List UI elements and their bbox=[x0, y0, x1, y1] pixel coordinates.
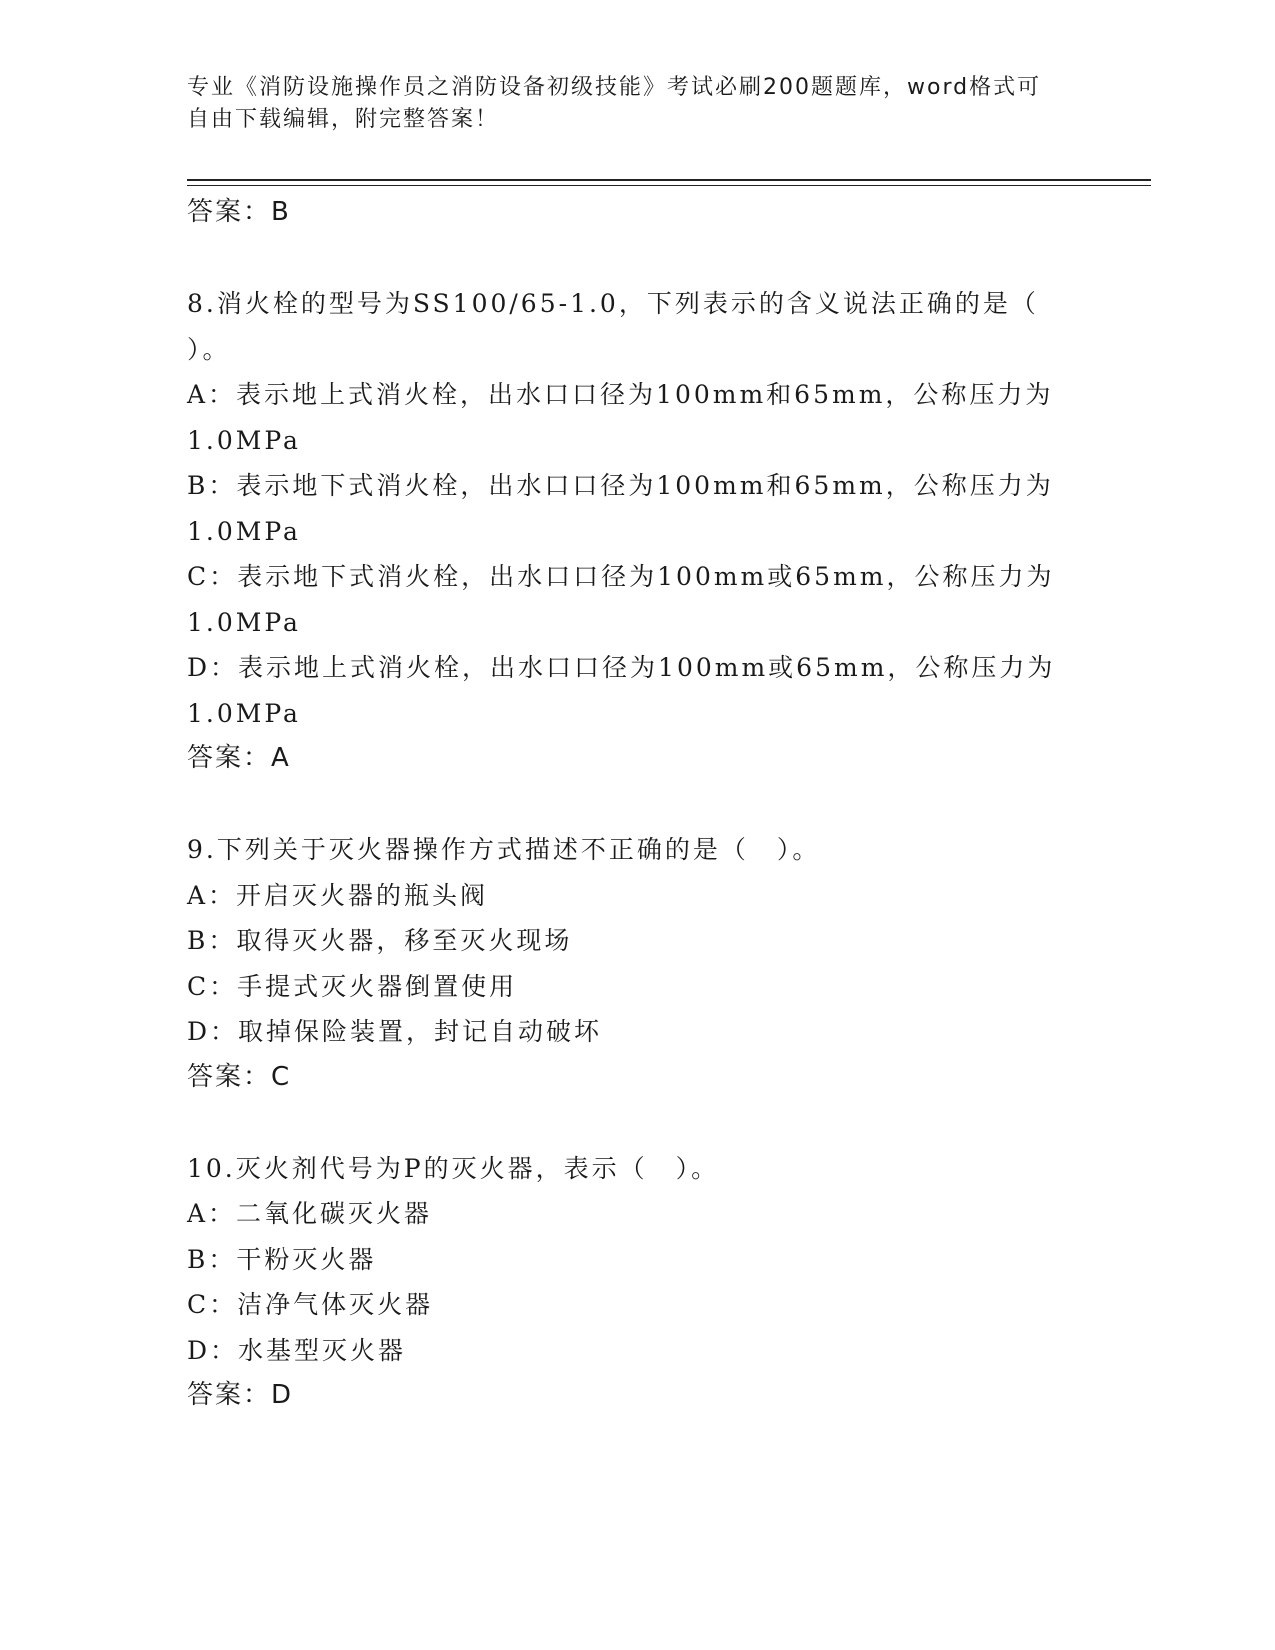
spacer bbox=[187, 236, 1067, 282]
page-header bbox=[187, 72, 1067, 136]
option-c: C：表示地下式消火栓，出水口口径为100mm或65mm，公称压力为 bbox=[187, 562, 1055, 591]
option-b: B：表示地下式消火栓，出水口口径为100mm和65mm，公称压力为 bbox=[187, 471, 1054, 500]
option-a-cont: 1.0MPa bbox=[187, 425, 301, 455]
answer: 答案：C bbox=[187, 1061, 292, 1092]
spacer bbox=[187, 782, 1067, 828]
option-d: D：水基型灭火器 bbox=[187, 1335, 407, 1365]
option-a: A：表示地上式消火栓，出水口口径为100mm和65mm，公称压力为 bbox=[187, 380, 1054, 409]
option-b: B：干粉灭火器 bbox=[187, 1244, 377, 1274]
question-stem: 10.灭火剂代号为P的灭火器，表示（ ）。 bbox=[187, 1153, 720, 1183]
question-stem: 8.消火栓的型号为SS100/65-1.0，下列表示的含义说法正确的是（ bbox=[187, 289, 1039, 318]
question-8 bbox=[187, 281, 1067, 782]
previous-answer: 答案：B bbox=[187, 197, 291, 227]
question-9 bbox=[187, 827, 1067, 1100]
question-stem-cont: ）。 bbox=[187, 334, 231, 364]
option-c-cont: 1.0MPa bbox=[187, 607, 301, 637]
option-c: C：手提式灭火器倒置使用 bbox=[187, 971, 518, 1001]
header-line-1: 专业《消防设施操作员之消防设备初级技能》考试必刷200题题库，word格式可 bbox=[187, 75, 1042, 100]
option-b-cont: 1.0MPa bbox=[187, 516, 301, 546]
option-d: D：取掉保险装置，封记自动破坏 bbox=[187, 1017, 603, 1046]
option-d-cont: 1.0MPa bbox=[187, 698, 301, 728]
answer: 答案：A bbox=[187, 743, 291, 773]
option-a: A：二氧化碳灭火器 bbox=[187, 1199, 433, 1228]
answer: 答案：D bbox=[187, 1380, 294, 1410]
option-a: A：开启灭火器的瓶头阀 bbox=[187, 880, 489, 910]
option-b: B：取得灭火器，移至灭火现场 bbox=[187, 926, 573, 955]
header-rule-thin bbox=[187, 185, 1151, 186]
question-10 bbox=[187, 1146, 1067, 1419]
header-line-2: 自由下载编辑，附完整答案！ bbox=[187, 107, 500, 132]
spacer bbox=[187, 1100, 1067, 1146]
question-stem: 9.下列关于灭火器操作方式描述不正确的是（ ）。 bbox=[187, 835, 821, 864]
option-d: D：表示地上式消火栓，出水口口径为100mm或65mm，公称压力为 bbox=[187, 653, 1056, 682]
document-body bbox=[187, 190, 1067, 1419]
option-c: C：洁净气体灭火器 bbox=[187, 1290, 434, 1319]
header-rule-thick bbox=[187, 179, 1151, 181]
